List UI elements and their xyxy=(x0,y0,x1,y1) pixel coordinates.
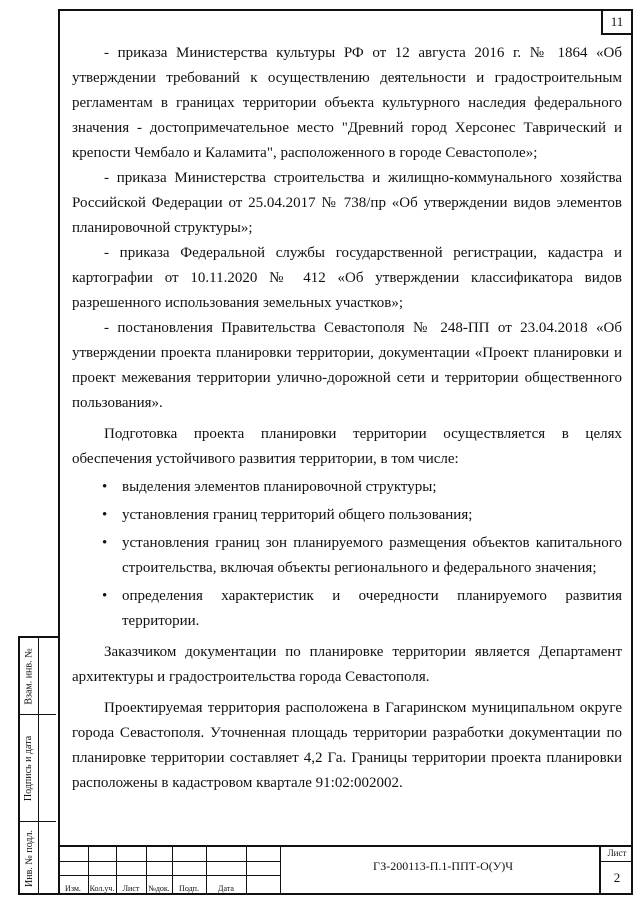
tb-label-izm: Изм. xyxy=(65,884,81,893)
page-frame xyxy=(58,9,633,895)
paragraph: - постановления Правительства Севастополя № 248-ПП от 23.04.2018 «Об утверждении проекта планировки территории, документации «Проект планировки и проект межевания территории улично-дорожной сети и территории общественного пользования». xyxy=(72,320,622,411)
bullet-icon: • xyxy=(102,535,108,551)
list-item xyxy=(72,475,622,500)
list-item-text: выделения элементов планировочной структуры; xyxy=(122,479,437,495)
tb-row-line xyxy=(58,861,280,862)
bullet-icon: • xyxy=(102,588,108,604)
sheet-cell xyxy=(599,847,633,895)
list-item-text: установления границ территорий общего пользования; xyxy=(122,507,473,523)
stamp-value-column xyxy=(38,638,56,893)
tb-row-line xyxy=(58,875,280,876)
list-item-text: определения характеристик и очередности планируемого развития территории. xyxy=(122,588,622,629)
paragraph: - приказа Министерства культуры РФ от 12 августа 2016 г. № 1864 «Об утверждении требований к осуществлению деятельности и градостроительным регламентам в границах территории объекта культурного наследия федерального значения - достопримечательное место "Древний город Херсонес Таврический и крепости Чембало и Каламита", расположенного в городе Севастополе»; xyxy=(72,45,622,161)
tb-label-list: Лист xyxy=(122,884,140,893)
tb-label-ndok: №док. xyxy=(148,884,170,893)
stamp-label-column xyxy=(20,638,39,893)
bullet-icon: • xyxy=(102,507,108,523)
stamp-cell-vzam xyxy=(20,638,38,715)
stamp-label-podpis-data: Подпись и дата xyxy=(23,735,35,801)
paragraph: - приказа Федеральной службы государственной регистрации, кадастра и картографии от 10.11.2020 № 412 «Об утверждении классификатора видов разрешенного использования земельных участков»; xyxy=(72,245,622,311)
tb-col xyxy=(246,847,281,895)
margin-stamp xyxy=(18,636,58,895)
document-code: ГЗ-200113-П.1-ППТ-О(У)Ч xyxy=(372,859,514,873)
stamp-value-cell xyxy=(38,638,56,715)
tb-label-data: Дата xyxy=(218,884,234,893)
document-body xyxy=(72,41,622,796)
paragraph: Проектируемая территория расположена в Гагаринском муниципальном округе города Севастополя. Уточненная площадь территории разработки документации по планировке территории составляет 4,2 Га. Границы территории проекта планировки расположены в кадастровом квартале 91:02:002002. xyxy=(72,700,622,791)
bullet-icon: • xyxy=(102,479,108,495)
stamp-value-cell xyxy=(38,715,56,822)
stamp-label-inv-podl: Инв. № подл. xyxy=(23,830,35,887)
list-item xyxy=(72,503,622,528)
sheet-number: 2 xyxy=(613,870,621,885)
title-block xyxy=(58,845,633,895)
list-item xyxy=(72,531,622,581)
sheet-label: Лист xyxy=(601,847,633,862)
tb-label-podp: Подп. xyxy=(179,884,199,893)
paragraph: Заказчиком документации по планировке территории является Департамент архитектуры и градостроительства города Севастополя. xyxy=(72,644,622,685)
page-number: 11 xyxy=(601,9,633,35)
stamp-cell-podpis xyxy=(20,715,38,822)
bullet-list xyxy=(72,475,622,634)
paragraph: - приказа Министерства строительства и жилищно-коммунального хозяйства Российской Федерации от 25.04.2017 № 738/пр «Об утверждении видов элементов планировочной структуры»; xyxy=(72,170,622,236)
stamp-cell-inv xyxy=(20,822,38,895)
paragraph: Подготовка проекта планировки территории осуществляется в целях обеспечения устойчивого развития территории, в том числе: xyxy=(72,426,622,467)
list-item xyxy=(72,584,622,634)
list-item-text: установления границ зон планируемого размещения объектов капитального строительства, включая объекты регионального и федерального значения; xyxy=(122,535,622,576)
tb-label-kol-uch: Кол.уч. xyxy=(89,884,115,893)
stamp-label-vzam-inv: Взам. инв. № xyxy=(23,647,35,705)
